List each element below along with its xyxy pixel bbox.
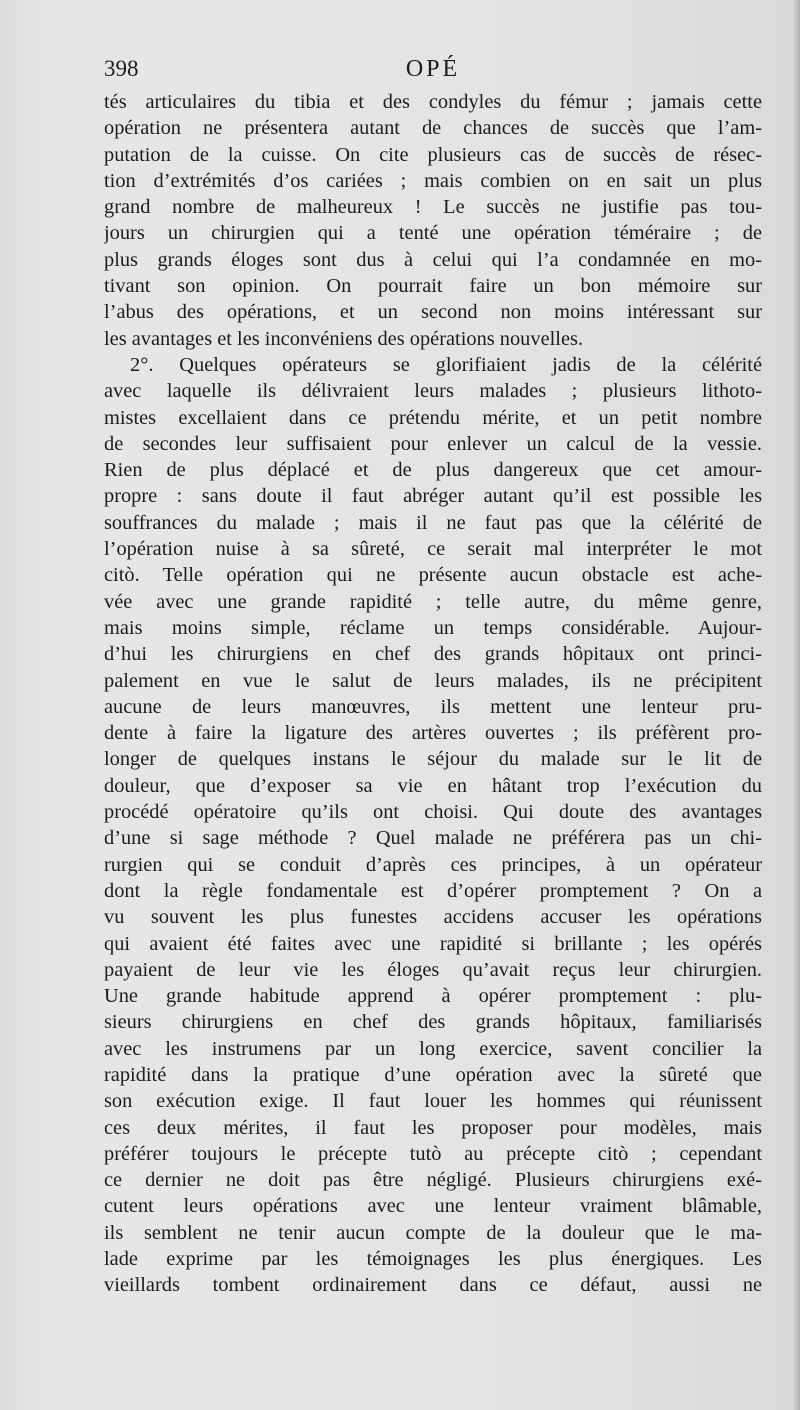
text-line: plus grands éloges sont dus à celui qui l’a condamnée en mo- xyxy=(104,248,762,271)
text-line: ce dernier ne doit pas être négligé. Plusieurs chirurgiens exé- xyxy=(104,1169,762,1192)
text-line: propre : sans doute il faut abréger autant qu’il est possible les xyxy=(104,485,762,508)
text-line: ces deux mérites, il faut les proposer pour modèles, mais xyxy=(104,1116,762,1139)
text-line: jours un chirurgien qui a tenté une opération téméraire ; de xyxy=(104,222,762,245)
text-line: qui avaient été faites avec une rapidité si brillante ; les opérés xyxy=(104,932,762,955)
text-line: putation de la cuisse. On cite plusieurs cas de succès de résec- xyxy=(104,143,762,166)
text-line: palement en vue le salut de leurs malades, ils ne précipitent xyxy=(104,669,762,692)
text-line: l’opération nuise à sa sûreté, ce serait mal interpréter le mot xyxy=(104,538,762,561)
text-line: cutent leurs opérations avec une lenteur vraiment blâmable, xyxy=(104,1195,762,1218)
text-line: douleur, que d’exposer sa vie en hâtant trop l’exécution du xyxy=(104,774,762,797)
text-line: ils semblent ne tenir aucun compte de la douleur que le ma- xyxy=(104,1221,762,1244)
text-line: d’hui les chirurgiens en chef des grands hôpitaux ont princi- xyxy=(104,643,762,666)
text-line: procédé opératoire qu’ils ont choisi. Qui doute des avantages xyxy=(104,801,762,824)
text-line: avec les instrumens par un long exercice, savent concilier la xyxy=(104,1037,762,1060)
text-line: rapidité dans la pratique d’une opération avec la sûreté que xyxy=(104,1063,762,1086)
text-line: les avantages et les inconvéniens des opérations nouvelles. xyxy=(104,327,584,350)
text-line: lade exprime par les témoignages les plus énergiques. Les xyxy=(104,1248,762,1271)
text-line: tion d’extrémités d’os cariées ; mais combien on en sait un plus xyxy=(104,169,762,192)
text-line: son exécution exige. Il faut louer les hommes qui réunissent xyxy=(104,1090,762,1113)
page-header xyxy=(104,56,762,92)
text-line: aucune de leurs manœuvres, ils mettent une lenteur pru- xyxy=(104,695,762,718)
text-line: souffrances du malade ; mais il ne faut pas que la célérité de xyxy=(104,511,762,534)
text-line: tés articulaires du tibia et des condyles du fémur ; jamais cette xyxy=(104,91,762,113)
text-line: rurgien qui se conduit d’après ces principes, à un opérateur xyxy=(104,853,762,876)
text-line: mistes excellaient dans ce prétendu mérite, et un petit nombre xyxy=(104,406,762,429)
running-head: OPÉ xyxy=(405,56,461,82)
text-line: sieurs chirurgiens en chef des grands hôpitaux, familiarisés xyxy=(104,1011,762,1034)
text-line: longer de quelques instans le séjour du malade sur le lit de xyxy=(104,748,762,771)
text-line: vée avec une grande rapidité ; telle autre, du même genre, xyxy=(104,590,762,613)
text-line: vieillards tombent ordinairement dans ce défaut, aussi ne xyxy=(104,1274,762,1297)
text-line: avec laquelle ils délivraient leurs malades ; plusieurs lithoto- xyxy=(104,380,762,403)
text-line: citò. Telle opération qui ne présente aucun obstacle est ache- xyxy=(104,564,762,587)
text-line: dente à faire la ligature des artères ouvertes ; ils préfèrent pro- xyxy=(104,722,762,745)
text-line: dont la règle fondamentale est d’opérer promptement ? On a xyxy=(104,879,762,902)
text-line: grand nombre de malheureux ! Le succès ne justifie pas tou- xyxy=(104,196,762,219)
text-line: d’une si sage méthode ? Quel malade ne préférera pas un chi- xyxy=(104,827,762,850)
text-line: opération ne présentera autant de chances de succès que l’am- xyxy=(104,117,762,140)
text-line: payaient de leur vie les éloges qu’avait reçus leur chirurgien. xyxy=(104,958,762,981)
body-text xyxy=(104,89,762,1299)
text-line: l’abus des opérations, et un second non moins intéressant sur xyxy=(104,301,762,324)
text-line: préférer toujours le précepte tutò au précepte citò ; cependant xyxy=(104,1142,762,1165)
text-line: 2°. Quelques opérateurs se glorifiaient jadis de la célérité xyxy=(130,353,762,376)
text-line: Une grande habitude apprend à opérer promptement : plu- xyxy=(104,985,762,1008)
text-line: Rien de plus déplacé et de plus dangereux que cet amour- xyxy=(104,459,762,482)
text-line: de secondes leur suffisaient pour enlever un calcul de la vessie. xyxy=(104,432,762,455)
page-number: 398 xyxy=(104,56,139,81)
text-line: mais moins simple, réclame un temps considérable. Aujour- xyxy=(104,616,762,639)
text-line: vu souvent les plus funestes accidens accuser les opérations xyxy=(104,906,762,929)
text-line: tivant son opinion. On pourrait faire un bon mémoire sur xyxy=(104,275,762,298)
